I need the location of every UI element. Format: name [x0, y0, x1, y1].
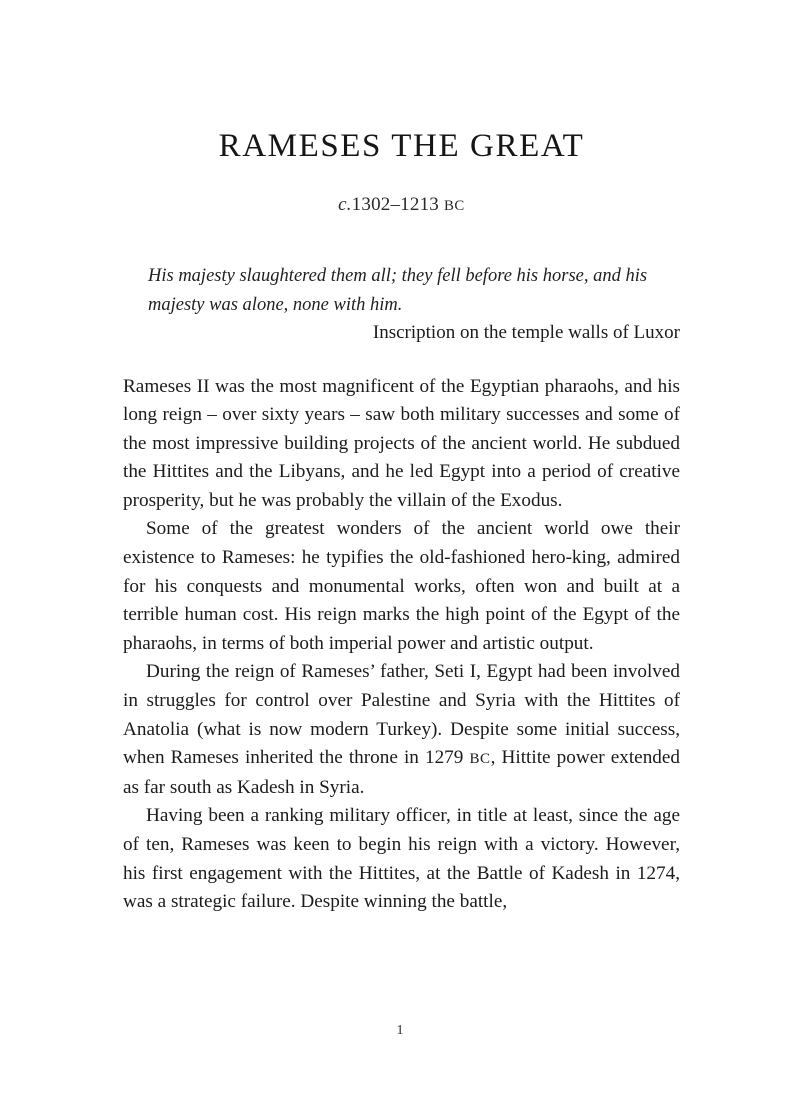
body-text: [123, 348, 680, 917]
page-number: 1: [396, 1023, 404, 1038]
epigraph-quote: His majesty slaughtered them all; they fell before his horse, and his majesty was alone, none with him.: [148, 266, 648, 315]
body-paragraph: Having been a ranking military officer, in title at least, since the age of ten, Rameses was keen to begin his reign with a victory. However, his first engagement with the Hittites, at the Battle of Kadesh in 1274, was a strategic failure. Despite winning the battle,: [123, 805, 680, 913]
body-paragraph-head: During the reign of Rameses’ father, Seti I, Egypt had been involved in struggles for control over Palestine and Syria with the Hittites of Anatolia (what is now modern Turkey). Despite some initial success, when Rameses inherited the throne in 1279: [123, 661, 680, 769]
chapter-dates-prefix: c.: [338, 194, 352, 215]
epigraph: [123, 218, 680, 348]
body-paragraph-era: BC: [469, 751, 491, 768]
epigraph-source: Inscription on the temple walls of Luxor: [372, 322, 680, 343]
body-paragraph: Some of the greatest wonders of the ancient world owe their existence to Rameses: he typifies the old-fashioned hero-king, admired for his conquests and monumental works, often won and built at a terrible human cost. His reign marks the high point of the Egypt of the pharaohs, in terms of both imperial power and artistic output.: [123, 518, 680, 654]
chapter-dates: [123, 166, 680, 218]
body-paragraph: [123, 658, 680, 802]
page-content: [123, 0, 680, 917]
body-paragraph-tail: , Hittite power extended as far south as Kadesh in Syria.: [123, 747, 680, 798]
body-paragraph: Rameses II was the most magnificent of the Egyptian pharaohs, and his long reign – over sixty years – saw both military successes and some of the most impressive building projects of the ancient world. He subdued the Hittites and the Libyans, and he led Egypt into a period of creative prosperity, but he was probably the villain of the Exodus.: [123, 375, 680, 511]
chapter-dates-range: 1302–1213: [351, 194, 439, 215]
chapter-dates-era: BC: [443, 198, 465, 214]
page-title: RAMESES THE GREAT: [218, 128, 585, 164]
